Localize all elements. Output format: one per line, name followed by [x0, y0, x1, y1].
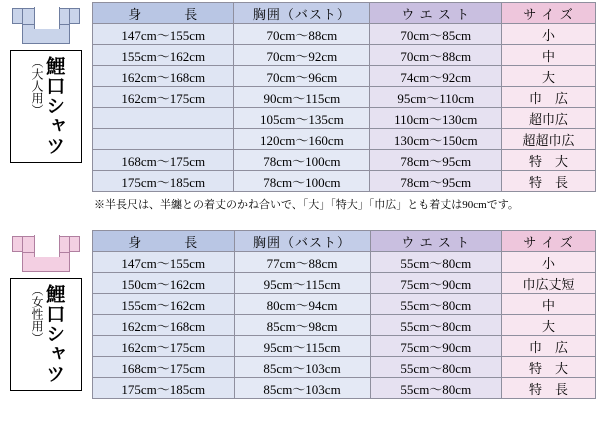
cell-bust: 90cm〜115cm	[234, 87, 370, 108]
header-waist: ウ エ ス ト	[370, 3, 502, 24]
cell-height: 162cm〜168cm	[93, 66, 234, 87]
cell-size: 特 大	[502, 357, 596, 378]
cell-waist: 78cm〜95cm	[370, 171, 502, 192]
table-row	[93, 357, 596, 378]
table-row	[93, 129, 596, 150]
cell-height: 175cm〜185cm	[93, 171, 234, 192]
header-height: 身 長	[93, 231, 235, 252]
header-waist: ウ エ ス ト	[370, 231, 501, 252]
table-row	[93, 171, 596, 192]
cell-bust: 95cm〜115cm	[234, 336, 370, 357]
cell-height	[93, 129, 234, 150]
table-row	[93, 108, 596, 129]
cell-height: 168cm〜175cm	[93, 150, 234, 171]
header-size: サ イ ズ	[502, 3, 596, 24]
cell-bust: 95cm〜115cm	[234, 273, 370, 294]
header-size: サ イ ズ	[502, 231, 596, 252]
table-row	[93, 378, 596, 399]
table-row	[93, 66, 596, 87]
cell-size: 小	[502, 252, 596, 273]
cell-bust: 105cm〜135cm	[234, 108, 370, 129]
cell-bust: 78cm〜100cm	[234, 150, 370, 171]
cell-waist: 55cm〜80cm	[370, 378, 501, 399]
cell-size: 大	[502, 315, 596, 336]
vertical-label-sub-womens: （女性用）	[29, 284, 44, 344]
table-header-row	[93, 3, 596, 24]
header-bust: 胸囲（バスト）	[234, 231, 370, 252]
table-row	[93, 252, 596, 273]
vertical-label-title-womens: 鯉口シャツ	[43, 284, 65, 384]
table-row	[93, 294, 596, 315]
cell-bust: 70cm〜96cm	[234, 66, 370, 87]
cell-bust: 70cm〜88cm	[234, 24, 370, 45]
header-bust: 胸囲（バスト）	[234, 3, 370, 24]
cell-size: 特 長	[502, 378, 596, 399]
cell-bust: 120cm〜160cm	[234, 129, 370, 150]
cell-waist: 130cm〜150cm	[370, 129, 502, 150]
cell-waist: 110cm〜130cm	[370, 108, 502, 129]
cell-height: 155cm〜162cm	[93, 294, 235, 315]
size-table-womens	[92, 230, 596, 399]
cell-size: 中	[502, 294, 596, 315]
cell-bust: 85cm〜103cm	[234, 378, 370, 399]
cell-height: 155cm〜162cm	[93, 45, 234, 66]
cell-size: 超巾広	[502, 108, 596, 129]
header-height: 身 長	[93, 3, 234, 24]
cell-waist: 74cm〜92cm	[370, 66, 502, 87]
table-row	[93, 150, 596, 171]
kimono-shirt-icon-pink	[12, 230, 80, 274]
cell-height: 150cm〜162cm	[93, 273, 235, 294]
vertical-label-womens	[10, 278, 82, 391]
cell-height: 162cm〜168cm	[93, 315, 235, 336]
cell-size: 巾 広	[502, 336, 596, 357]
kimono-shirt-icon-blue	[12, 2, 80, 46]
cell-waist: 55cm〜80cm	[370, 315, 501, 336]
cell-size: 巾広丈短	[502, 273, 596, 294]
table-row	[93, 45, 596, 66]
table-row	[93, 336, 596, 357]
cell-bust: 80cm〜94cm	[234, 294, 370, 315]
cell-waist: 70cm〜85cm	[370, 24, 502, 45]
label-column-womens	[4, 230, 88, 391]
cell-waist: 55cm〜80cm	[370, 294, 501, 315]
vertical-label-title-mens: 鯉口シャツ	[43, 56, 65, 156]
cell-size: 小	[502, 24, 596, 45]
cell-size: 大	[502, 66, 596, 87]
footnote-mens: ※半長尺は、半纏との着丈のかね合いで、「大」「特大」「巾広」とも着丈は90cmです。	[94, 199, 519, 211]
cell-height: 175cm〜185cm	[93, 378, 235, 399]
cell-bust: 85cm〜103cm	[234, 357, 370, 378]
cell-size: 中	[502, 45, 596, 66]
cell-waist: 70cm〜88cm	[370, 45, 502, 66]
cell-bust: 77cm〜88cm	[234, 252, 370, 273]
cell-waist: 75cm〜90cm	[370, 273, 501, 294]
cell-bust: 70cm〜92cm	[234, 45, 370, 66]
cell-waist: 55cm〜80cm	[370, 357, 501, 378]
cell-waist: 75cm〜90cm	[370, 336, 501, 357]
cell-waist: 55cm〜80cm	[370, 252, 501, 273]
cell-bust: 85cm〜98cm	[234, 315, 370, 336]
cell-height: 162cm〜175cm	[93, 87, 234, 108]
vertical-label-sub-mens: （大人用）	[29, 56, 44, 116]
cell-size: 特 長	[502, 171, 596, 192]
cell-height: 147cm〜155cm	[93, 24, 234, 45]
table-row	[93, 315, 596, 336]
vertical-label-mens	[10, 50, 82, 163]
table-row	[93, 24, 596, 45]
cell-size: 巾 広	[502, 87, 596, 108]
table-row	[93, 87, 596, 108]
cell-waist: 95cm〜110cm	[370, 87, 502, 108]
cell-waist: 78cm〜95cm	[370, 150, 502, 171]
table-row	[93, 273, 596, 294]
table-header-row	[93, 231, 596, 252]
cell-size: 特 大	[502, 150, 596, 171]
cell-size: 超超巾広	[502, 129, 596, 150]
cell-height: 168cm〜175cm	[93, 357, 235, 378]
size-table-mens	[92, 2, 596, 192]
cell-bust: 78cm〜100cm	[234, 171, 370, 192]
cell-height	[93, 108, 234, 129]
label-column-mens	[4, 2, 88, 163]
cell-height: 162cm〜175cm	[93, 336, 235, 357]
cell-height: 147cm〜155cm	[93, 252, 235, 273]
